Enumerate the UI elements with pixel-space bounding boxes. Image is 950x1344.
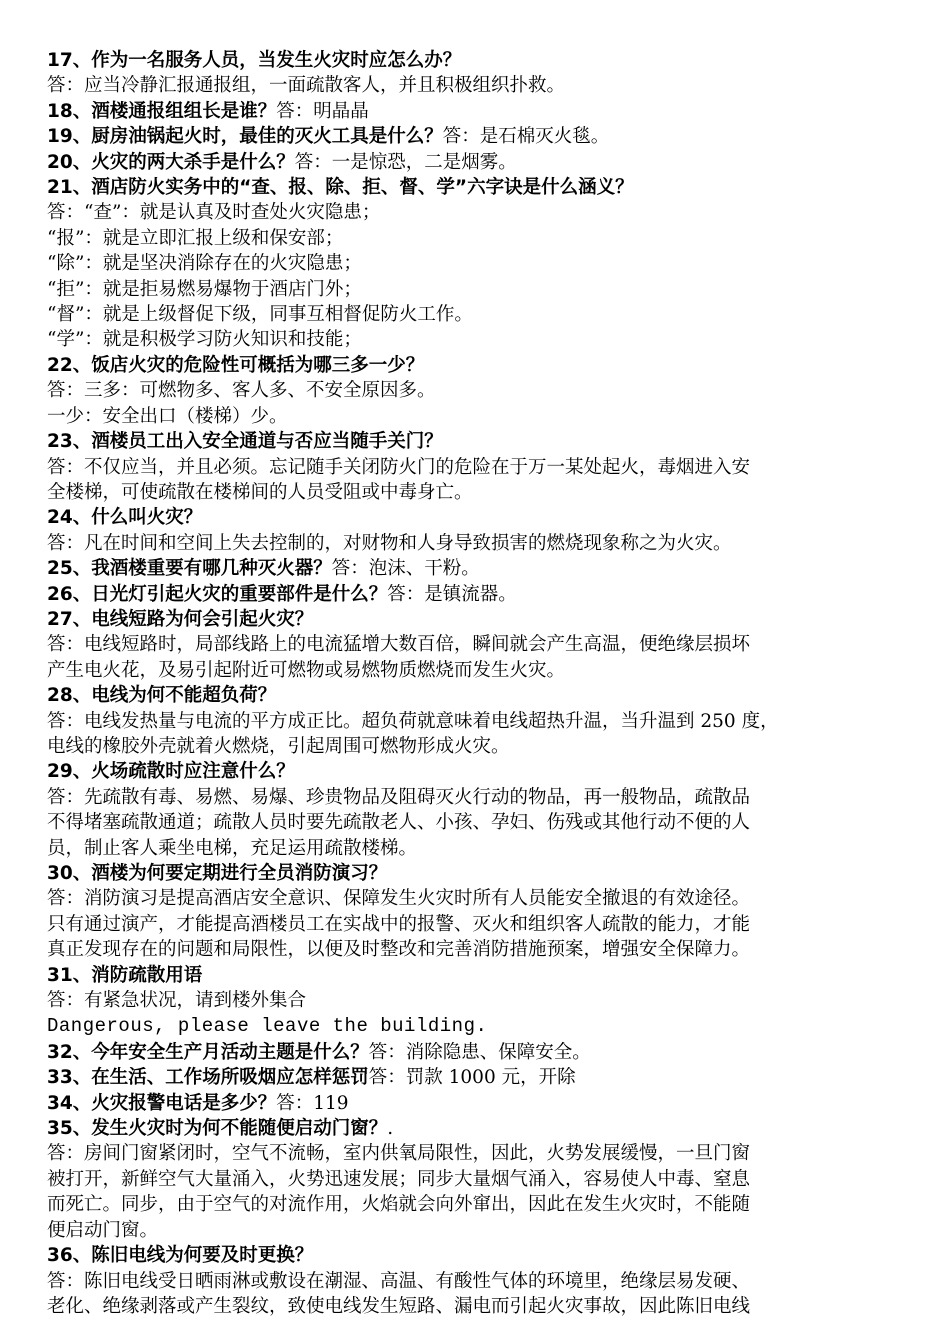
answer-line	[47, 1218, 917, 1243]
answer-text: 一少：安全出口（楼梯）少。	[47, 405, 288, 427]
question-text: 23、酒楼员工出入安全通道与否应当随手关门？	[47, 431, 443, 453]
answer-text: 答：凡在时间和空间上失去控制的，对财物和人身导致损害的燃烧现象称之为火灾。	[47, 532, 732, 554]
question-text: 25、我酒楼重要有哪几种灭火器？	[47, 558, 332, 580]
answer-text: 真正发现存在的问题和局限性，以便及时整改和完善消防措施预案，增强安全保障力。	[47, 939, 751, 961]
question-text: 35、发生火灾时为何不能随便启动门窗？	[47, 1118, 388, 1140]
answer-line	[47, 1269, 917, 1294]
answer-text: 答：先疏散有毒、易燃、易爆、珍贵物品及阻碍灭火行动的物品，再一般物品，疏散品	[47, 786, 751, 808]
answer-text: 答：罚款 1000 元，开除	[368, 1067, 576, 1089]
answer-line	[47, 785, 917, 810]
answer-text: 只有通过演产，才能提高酒楼员工在实战中的报警、灭火和组织客人疏散的能力，才能	[47, 913, 751, 935]
answer-line	[47, 200, 917, 225]
question-text: 28、电线为何不能超负荷？	[47, 685, 277, 707]
question-text: 21、酒店防火实务中的“查、报、除、拒、督、学”六字诀是什么涵义？	[47, 177, 634, 199]
question-line	[47, 150, 917, 175]
answer-text: 答：三多：可燃物多、客人多、不安全原因多。	[47, 380, 436, 402]
question-line	[47, 48, 917, 73]
question-text: 36、陈旧电线为何要及时更换？	[47, 1245, 314, 1267]
answer-line	[47, 1192, 917, 1217]
english-text: Dangerous, please leave the building.	[47, 1015, 488, 1038]
question-text: 26、日光灯引起火灾的重要部件是什么？	[47, 583, 388, 605]
answer-text: “拒”：就是拒易燃易爆物于酒店门外；	[47, 278, 362, 300]
answer-line	[47, 632, 917, 657]
question-line	[47, 1243, 917, 1268]
question-text: 22、饭店火灾的危险性可概括为哪三多一少？	[47, 354, 425, 376]
question-text: 20、火灾的两大杀手是什么？	[47, 151, 295, 173]
question-text: 34、火灾报警电话是多少？	[47, 1092, 277, 1114]
answer-line	[47, 709, 917, 734]
question-line	[47, 1091, 917, 1116]
question-line	[47, 353, 917, 378]
answer-text: 答：电线短路时，局部线路上的电流猛增大数百倍，瞬间就会产生高温，便绝缘层损坏	[47, 634, 751, 656]
question-line	[47, 505, 917, 530]
question-line	[47, 582, 917, 607]
answer-line	[47, 73, 917, 98]
answer-line	[47, 1294, 917, 1319]
question-line	[47, 861, 917, 886]
answer-line	[47, 404, 917, 429]
answer-line	[47, 988, 917, 1013]
question-text: 31、消防疏散用语	[47, 964, 203, 986]
answer-text: 电线的橡胶外壳就着火燃烧，引起周围可燃物形成火灾。	[47, 735, 510, 757]
answer-text: .	[387, 1118, 394, 1140]
question-line	[47, 429, 917, 454]
question-text: 33、在生活、工作场所吸烟应怎样惩罚	[47, 1067, 369, 1089]
answer-text: 答：一是惊恐，二是烟雾。	[294, 151, 517, 173]
question-line	[47, 99, 917, 124]
question-text: 27、电线短路为何会引起火灾？	[47, 608, 314, 630]
answer-text: 答：房间门窗紧闭时，空气不流畅，室内供氧局限性，因此，火势发展缓慢，一旦门窗	[47, 1143, 751, 1165]
answer-line	[47, 734, 917, 759]
question-text: 24、什么叫火灾？	[47, 507, 203, 529]
question-text: 30、酒楼为何要定期进行全员消防演习？	[47, 863, 388, 884]
answer-text: 老化、绝缘剥落或产生裂纹，致使电线发生短路、漏电而引起火灾事故，因此陈旧电线	[47, 1295, 751, 1317]
answer-text: 答：“查”：就是认真及时查处火灾隐患；	[47, 202, 381, 224]
answer-text: 答：有紧急状况，请到楼外集合	[47, 990, 307, 1012]
answer-text: 答：消防演习是提高酒店安全意识、保障发生火灾时所有人员能安全撤退的有效途径。	[47, 888, 751, 910]
answer-line	[47, 658, 917, 683]
answer-text: 答：是镇流器。	[387, 583, 517, 605]
question-line	[47, 963, 917, 988]
answer-text: 被打开，新鲜空气大量涌入，火势迅速发展；同步大量烟气涌入，容易使人中毒、窒息	[47, 1168, 751, 1190]
english-line	[47, 1013, 917, 1039]
answer-text: 答：不仅应当，并且必须。忘记随手关闭防火门的危险在于万一某处起火，毒烟进入安	[47, 456, 751, 478]
answer-text: “学”：就是积极学习防火知识和技能；	[47, 329, 362, 351]
answer-text: 答：明晶晶	[276, 100, 369, 122]
answer-text: 答：泡沫、干粉。	[331, 558, 480, 580]
question-line	[47, 124, 917, 149]
question-line	[47, 683, 917, 708]
answer-line	[47, 251, 917, 276]
answer-line	[47, 302, 917, 327]
question-line	[47, 1116, 917, 1141]
document-page	[47, 48, 917, 1319]
answer-line	[47, 531, 917, 556]
answer-text: 便启动门窗。	[47, 1219, 159, 1241]
question-line	[47, 607, 917, 632]
answer-line	[47, 836, 917, 861]
answer-text: 答：应当冷静汇报通报组，一面疏散客人，并且积极组织扑救。	[47, 75, 566, 97]
answer-text: 产生电火花，及易引起附近可燃物或易燃物质燃烧而发生火灾。	[47, 659, 566, 681]
question-text: 19、厨房油锅起火时，最佳的灭火工具是什么？	[47, 126, 443, 148]
answer-text: 员，制止客人乘坐电梯，充足运用疏散楼梯。	[47, 837, 418, 859]
answer-line	[47, 912, 917, 937]
question-line	[47, 175, 917, 200]
question-text: 18、酒楼通报组组长是谁？	[47, 100, 277, 122]
answer-text: “督”：就是上级督促下级，同事互相督促防火工作。	[47, 304, 473, 326]
question-line	[47, 1065, 917, 1090]
answer-line	[47, 378, 917, 403]
answer-text: “除”：就是坚决消除存在的火灾隐患；	[47, 253, 362, 275]
answer-text: 不得堵塞疏散通道；疏散人员时要先疏散老人、小孩、孕妇、伤残或其他行动不便的人	[47, 812, 751, 834]
question-text: 17、作为一名服务人员，当发生火灾时应怎么办？	[47, 50, 462, 71]
answer-line	[47, 480, 917, 505]
answer-text: 而死亡。同步，由于空气的对流作用，火焰就会向外窜出，因此在发生火灾时，不能随	[47, 1194, 751, 1216]
answer-line	[47, 327, 917, 352]
answer-text: 答：陈旧电线受日晒雨淋或敷设在潮湿、高温、有酸性气体的环境里，绝缘层易发硬、	[47, 1270, 751, 1292]
answer-line	[47, 226, 917, 251]
answer-line	[47, 455, 917, 480]
answer-text: “报”：就是立即汇报上级和保安部；	[47, 227, 344, 249]
answer-text: 答：是石棉灭火毯。	[442, 126, 610, 148]
answer-text: 答：消除隐患、保障安全。	[368, 1041, 591, 1063]
question-line	[47, 1040, 917, 1065]
answer-text: 答：电线发热量与电流的平方成正比。超负荷就意味着电线超热升温，当升温到 250 度，	[47, 710, 779, 732]
answer-line	[47, 937, 917, 962]
answer-line	[47, 810, 917, 835]
answer-text: 答：119	[276, 1092, 349, 1114]
answer-line	[47, 886, 917, 911]
question-text: 29、火场疏散时应注意什么？	[47, 761, 295, 783]
question-text: 32、今年安全生产月活动主题是什么？	[47, 1041, 369, 1063]
question-line	[47, 759, 917, 784]
question-line	[47, 556, 917, 581]
answer-line	[47, 1141, 917, 1166]
answer-line	[47, 277, 917, 302]
answer-text: 全楼梯，可使疏散在楼梯间的人员受阻或中毒身亡。	[47, 481, 473, 503]
answer-line	[47, 1167, 917, 1192]
